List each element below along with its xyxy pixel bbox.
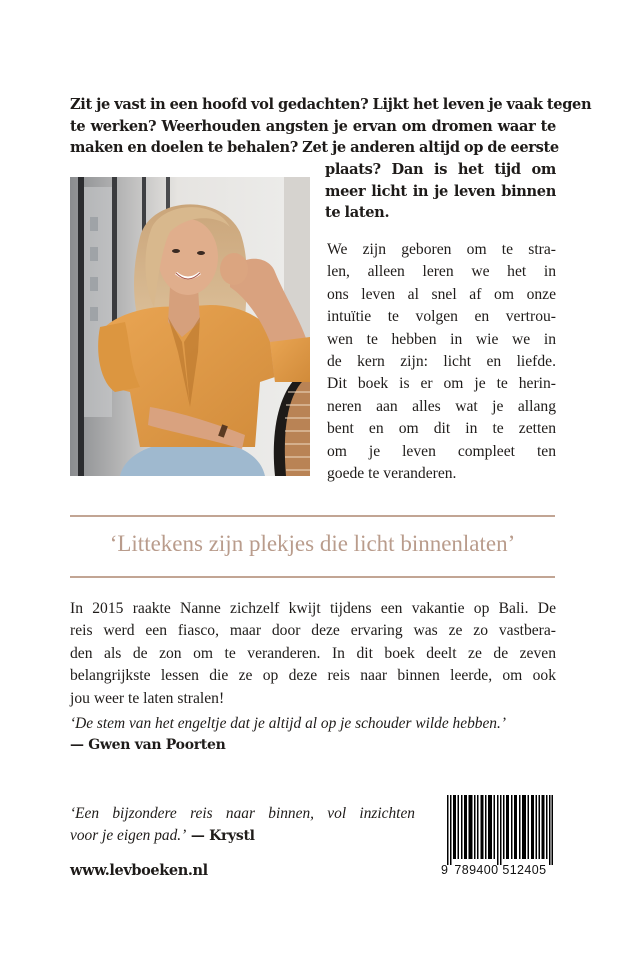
side-line: bent en om dit in te zetten [327, 420, 556, 438]
intro-line: te laten. [325, 204, 390, 221]
intro-line: te werken? Weerhouden angsten je ervan om dromen waar te [70, 117, 556, 135]
side-line: ons leven al snel af om onze [327, 285, 556, 303]
story-paragraph [70, 598, 556, 710]
side-line: de kern zijn: licht en liefde. [327, 353, 556, 371]
story-line: reis werd een fiasco, maar door deze ervaring was ze zo vastbera- [70, 622, 556, 640]
barcode-bars [447, 795, 553, 865]
side-line: goede te veranderen. [327, 465, 457, 483]
review-gwen [70, 713, 560, 756]
story-line: belangrijkste lessen die ze op deze reis naar binnen leerde, om ook [70, 667, 556, 685]
story-line: den als de zon om te veranderen. In dit boek deelt ze de zeven [70, 644, 556, 662]
side-line: om je leven compleet ten [327, 442, 556, 460]
intro-line: Zit je vast in een hoofd vol gedachten? Lijkt het leven je vaak tegen [70, 96, 592, 113]
review-quote-line-2 [70, 825, 415, 848]
side-line: neren aan alles wat je allang [327, 397, 556, 415]
intro-line: meer licht in je leven binnen [325, 182, 556, 200]
review-author: — Krystl [186, 827, 255, 844]
pull-quote: ‘Littekens zijn plekjes die licht binnenlaten’ [109, 531, 516, 556]
review-author: — Gwen van Poorten [70, 736, 226, 753]
review-quote: ‘De stem van het engeltje dat je altijd al op je schouder wilde hebben.’ [70, 715, 506, 732]
intro-line: plaats? Dan is het tijd om [325, 161, 556, 178]
side-line: wen te hebben in wie we in [327, 330, 556, 348]
isbn-digits [441, 863, 559, 877]
story-line: jou weer te laten stralen! [70, 689, 225, 707]
isbn-remaining-digits: 789400 512405 [454, 863, 547, 877]
intro-paragraph [70, 94, 592, 159]
review-quote-end: voor je eigen pad.’ [70, 826, 187, 844]
publisher-website: www.levboeken.nl [70, 862, 208, 879]
isbn-first-digit: 9 [441, 863, 449, 877]
side-line: Dit boek is er om je te herin- [327, 375, 556, 393]
author-photo [70, 177, 310, 476]
intro-line: maken en doelen te behalen? Zet je anderen altijd op de eerste [70, 139, 559, 156]
isbn-barcode [441, 793, 559, 885]
side-line: intuïtie te volgen en vertrou- [327, 308, 556, 326]
side-line: We zijn geboren om te stra- [327, 241, 556, 258]
review-krystl [70, 803, 415, 847]
intro-paragraph-continued [325, 159, 556, 224]
divider-bottom [70, 576, 555, 578]
divider-top [70, 515, 555, 517]
review-quote-line: ‘Een bijzondere reis naar binnen, vol inzichten [70, 805, 415, 822]
story-line: In 2015 raakte Nanne zichzelf kwijt tijdens een vakantie op Bali. De [70, 600, 556, 617]
side-paragraph [327, 239, 556, 485]
side-line: len, alleen leren we het in [327, 263, 556, 281]
